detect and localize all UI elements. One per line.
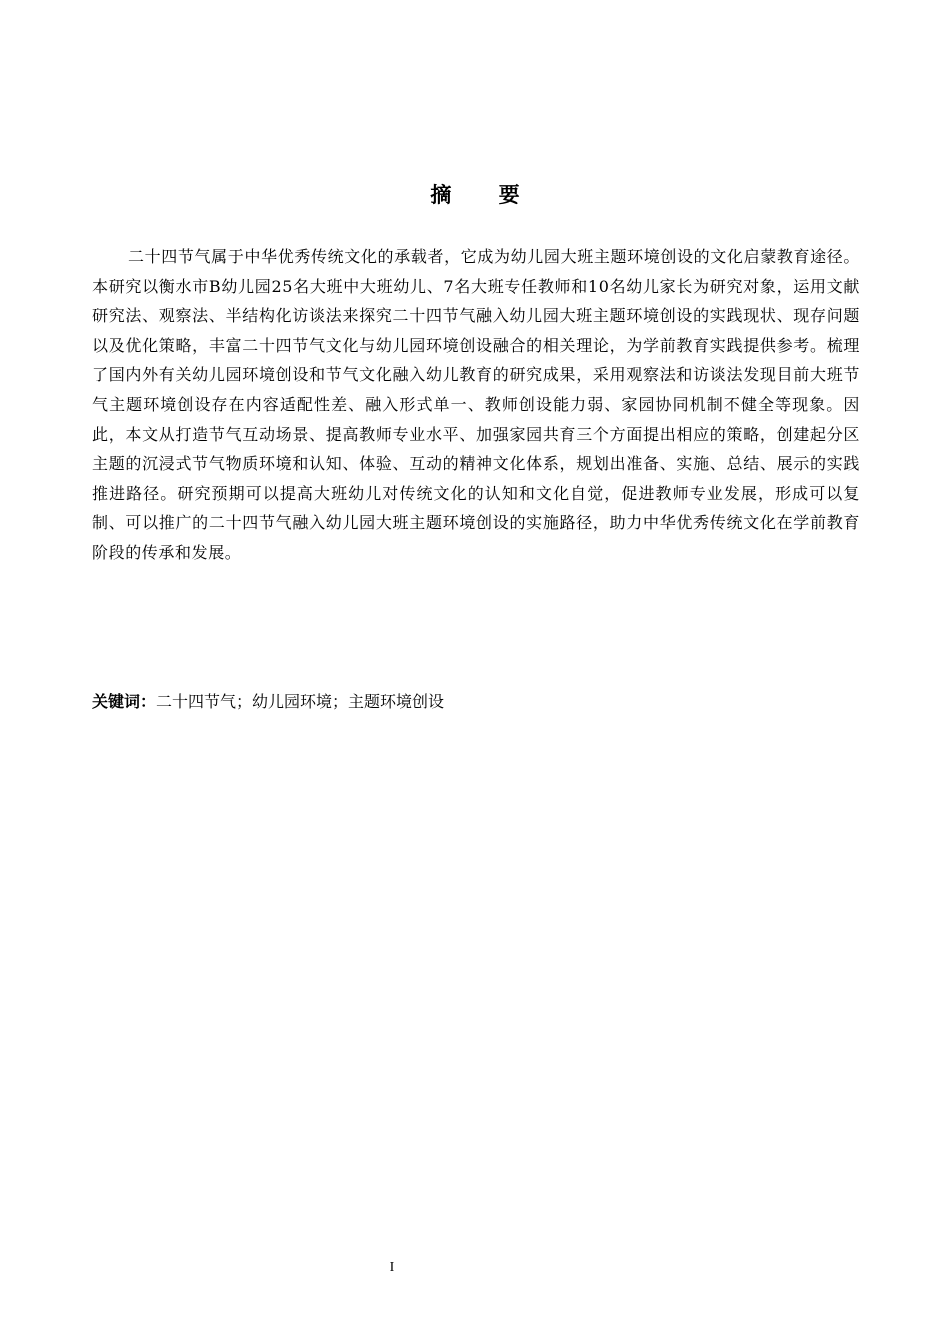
keywords-label: 关键词： [92,692,157,711]
abstract-title: 摘 要 [430,183,540,207]
abstract-body: 二十四节气属于中华优秀传统文化的承载者，它成为幼儿园大班主题环境创设的文化启蒙教育途径。本研究以衡水市B幼儿园25名大班中大班幼儿、7名大班专任教师和10名幼儿家长为研究对象，运用文献研究法、观察法、半结构化访谈法来探究二十四节气融入幼儿园大班主题环境创设的实践现状、现存问题以及优化策略，丰富二十四节气文化与幼儿园环境创设融合的相关理论，为学前教育实践提供参考。梳理了国内外有关幼儿园环境创设和节气文化融入幼儿教育的研究成果，采用观察法和访谈法发现目前大班节气主题环境创设存在内容适配性差、融入形式单一、教师创设能力弱、家园协同机制不健全等现象。因此，本文从打造节气互动场景、提高教师专业水平、加强家园共育三个方面提出相应的策略，创建起分区主题的沉浸式节气物质环境和认知、体验、互动的精神文化体系，规划出准备、实施、总结、展示的实践推进路径。研究预期可以提高大班幼儿对传统文化的认知和文化自觉，促进教师专业发展，形成可以复制、可以推广的二十四节气融入幼儿园大班主题环境创设的实施路径，助力中华优秀传统文化在学前教育阶段的传承和发展。 [92,247,860,562]
keywords-line [92,688,860,717]
keywords-text: 二十四节气；幼儿园环境；主题环境创设 [156,692,445,711]
page-number: I [389,1260,395,1275]
